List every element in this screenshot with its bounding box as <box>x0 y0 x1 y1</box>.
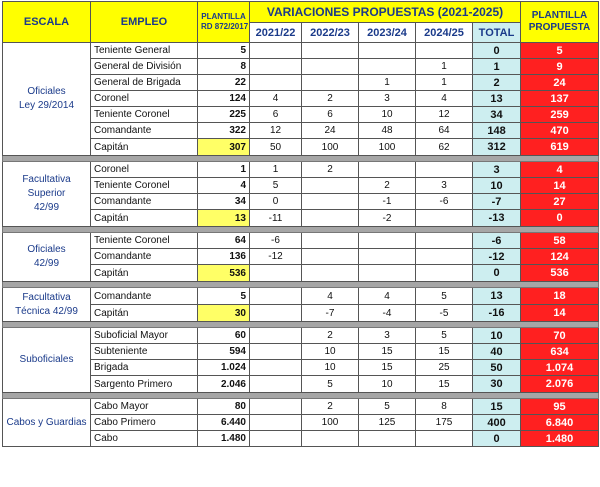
variacion-2021-22-cell: 5 <box>250 178 302 194</box>
table-row <box>3 139 599 156</box>
variacion-2024-25-cell: 12 <box>416 107 473 123</box>
variacion-2022-23-cell <box>302 431 359 447</box>
table-row <box>3 344 599 360</box>
plantilla-rd-cell: 22 <box>198 75 250 91</box>
variacion-2024-25-cell: 5 <box>416 328 473 344</box>
escala-label-line: Técnica 42/99 <box>15 305 78 317</box>
variacion-2024-25-cell <box>416 43 473 59</box>
plantilla-rd-cell: 2.046 <box>198 376 250 393</box>
variacion-2023-24-cell: -1 <box>359 194 416 210</box>
escala-label-line: Suboficiales <box>19 354 74 365</box>
total-cell: 1 <box>473 59 521 75</box>
variacion-2024-25-cell: 4 <box>416 91 473 107</box>
variacion-2022-23-cell <box>302 233 359 249</box>
header-plantilla-propuesta-line2: PROPUESTA <box>528 22 591 33</box>
escala-label-line: 42/99 <box>33 202 60 213</box>
variacion-2022-23-cell: 2 <box>302 399 359 415</box>
variacion-2023-24-cell: 10 <box>359 376 416 393</box>
variacion-2023-24-cell <box>359 431 416 447</box>
empleo-cell: Teniente General <box>91 43 198 59</box>
plantilla-propuesta-cell: 14 <box>521 305 599 322</box>
plantilla-rd-cell: 1.480 <box>198 431 250 447</box>
plantilla-propuesta-cell: 95 <box>521 399 599 415</box>
variacion-2021-22-cell <box>250 431 302 447</box>
variacion-2022-23-cell <box>302 210 359 227</box>
table-row <box>3 249 599 265</box>
table-row <box>3 107 599 123</box>
table-row <box>3 305 599 322</box>
header-year-2021-22: 2021/22 <box>250 23 302 43</box>
variacion-2021-22-cell <box>250 288 302 305</box>
variacion-2022-23-cell <box>302 178 359 194</box>
variacion-2024-25-cell: 25 <box>416 360 473 376</box>
variacion-2021-22-cell: -12 <box>250 249 302 265</box>
plantilla-propuesta-cell: 634 <box>521 344 599 360</box>
table-row <box>3 265 599 282</box>
total-cell: 0 <box>473 265 521 282</box>
variacion-2024-25-cell: -5 <box>416 305 473 322</box>
variacion-2023-24-cell <box>359 265 416 282</box>
plantilla-rd-cell: 6.440 <box>198 415 250 431</box>
escala-cell <box>3 328 91 393</box>
variacion-2024-25-cell <box>416 233 473 249</box>
plantilla-table <box>2 1 599 447</box>
variacion-2023-24-cell: -4 <box>359 305 416 322</box>
variacion-2022-23-cell: 2 <box>302 162 359 178</box>
escala-cell <box>3 233 91 282</box>
total-cell: 148 <box>473 123 521 139</box>
table-row <box>3 43 599 59</box>
variacion-2022-23-cell: 5 <box>302 376 359 393</box>
empleo-cell: Brigada <box>91 360 198 376</box>
plantilla-propuesta-cell: 5 <box>521 43 599 59</box>
total-cell: 34 <box>473 107 521 123</box>
variacion-2021-22-cell: 50 <box>250 139 302 156</box>
variacion-2021-22-cell <box>250 75 302 91</box>
plantilla-propuesta-cell: 9 <box>521 59 599 75</box>
empleo-cell: Cabo Mayor <box>91 399 198 415</box>
escala-label-line: Facultativa <box>22 174 71 185</box>
variacion-2024-25-cell: 3 <box>416 178 473 194</box>
variacion-2024-25-cell: 175 <box>416 415 473 431</box>
plantilla-propuesta-cell: 70 <box>521 328 599 344</box>
plantilla-rd-cell: 307 <box>198 139 250 156</box>
escala-label-line: Oficiales <box>27 86 66 97</box>
empleo-cell: Capitán <box>91 265 198 282</box>
variacion-2022-23-cell <box>302 265 359 282</box>
variacion-2021-22-cell: -6 <box>250 233 302 249</box>
total-cell: 2 <box>473 75 521 91</box>
variacion-2022-23-cell <box>302 75 359 91</box>
header-year-2022-23: 2022/23 <box>302 23 359 43</box>
variacion-2023-24-cell: 100 <box>359 139 416 156</box>
escala-label-line: 42/99 <box>33 258 60 269</box>
plantilla-rd-cell: 1 <box>198 162 250 178</box>
table-row <box>3 91 599 107</box>
variacion-2022-23-cell: 100 <box>302 139 359 156</box>
variacion-2022-23-cell <box>302 43 359 59</box>
variacion-2022-23-cell: 100 <box>302 415 359 431</box>
plantilla-propuesta-cell: 18 <box>521 288 599 305</box>
escala-label-line: Facultativa <box>22 291 71 303</box>
header-plantilla-rd-line1: PLANTILLA <box>201 12 246 21</box>
escala-label-line: Oficiales <box>27 244 66 255</box>
variacion-2023-24-cell: 3 <box>359 91 416 107</box>
variacion-2021-22-cell <box>250 415 302 431</box>
variacion-2024-25-cell: 8 <box>416 399 473 415</box>
escala-cell <box>3 288 91 322</box>
table-row <box>3 75 599 91</box>
empleo-cell: Teniente Coronel <box>91 233 198 249</box>
variacion-2024-25-cell <box>416 431 473 447</box>
empleo-cell: Comandante <box>91 123 198 139</box>
total-cell: -6 <box>473 233 521 249</box>
empleo-cell: Capitán <box>91 139 198 156</box>
variacion-2021-22-cell <box>250 399 302 415</box>
total-cell: 10 <box>473 178 521 194</box>
table-row <box>3 233 599 249</box>
empleo-cell: Teniente Coronel <box>91 178 198 194</box>
plantilla-rd-cell: 13 <box>198 210 250 227</box>
header-variaciones: VARIACIONES PROPUESTAS (2021-2025) <box>250 2 521 23</box>
table-row <box>3 59 599 75</box>
header-total: TOTAL <box>473 23 521 43</box>
total-cell: 50 <box>473 360 521 376</box>
table-row <box>3 399 599 415</box>
plantilla-rd-cell: 4 <box>198 178 250 194</box>
total-cell: 400 <box>473 415 521 431</box>
variacion-2023-24-cell: 125 <box>359 415 416 431</box>
empleo-cell: Coronel <box>91 91 198 107</box>
variacion-2023-24-cell <box>359 43 416 59</box>
table-row <box>3 360 599 376</box>
plantilla-rd-cell: 225 <box>198 107 250 123</box>
header-plantilla-rd <box>198 2 250 43</box>
header-year-2024-25: 2024/25 <box>416 23 473 43</box>
variacion-2023-24-cell: 15 <box>359 344 416 360</box>
plantilla-rd-cell: 594 <box>198 344 250 360</box>
variacion-2023-24-cell: 10 <box>359 107 416 123</box>
variacion-2022-23-cell: -7 <box>302 305 359 322</box>
escala-cell <box>3 43 91 156</box>
variacion-2023-24-cell: 4 <box>359 288 416 305</box>
plantilla-propuesta-cell: 0 <box>521 210 599 227</box>
plantilla-propuesta-cell: 124 <box>521 249 599 265</box>
total-cell: -16 <box>473 305 521 322</box>
variacion-2023-24-cell: -2 <box>359 210 416 227</box>
empleo-cell: Coronel <box>91 162 198 178</box>
variacion-2022-23-cell: 10 <box>302 344 359 360</box>
plantilla-propuesta-cell: 6.840 <box>521 415 599 431</box>
plantilla-propuesta-cell: 2.076 <box>521 376 599 393</box>
variacion-2024-25-cell: 5 <box>416 288 473 305</box>
variacion-2024-25-cell <box>416 210 473 227</box>
table-row <box>3 431 599 447</box>
plantilla-rd-cell: 5 <box>198 288 250 305</box>
variacion-2021-22-cell <box>250 360 302 376</box>
plantilla-rd-cell: 64 <box>198 233 250 249</box>
plantilla-propuesta-cell: 27 <box>521 194 599 210</box>
plantilla-rd-cell: 34 <box>198 194 250 210</box>
plantilla-rd-cell: 5 <box>198 43 250 59</box>
header-escala: ESCALA <box>3 2 91 43</box>
variacion-2023-24-cell: 3 <box>359 328 416 344</box>
plantilla-propuesta-cell: 259 <box>521 107 599 123</box>
variacion-2021-22-cell: 6 <box>250 107 302 123</box>
empleo-cell: Comandante <box>91 194 198 210</box>
empleo-cell: Comandante <box>91 249 198 265</box>
plantilla-rd-cell: 536 <box>198 265 250 282</box>
variacion-2021-22-cell: 0 <box>250 194 302 210</box>
total-cell: -12 <box>473 249 521 265</box>
variacion-2021-22-cell <box>250 305 302 322</box>
variacion-2024-25-cell: 62 <box>416 139 473 156</box>
variacion-2022-23-cell: 24 <box>302 123 359 139</box>
variacion-2023-24-cell: 48 <box>359 123 416 139</box>
variacion-2021-22-cell <box>250 265 302 282</box>
total-cell: 10 <box>473 328 521 344</box>
empleo-cell: General de División <box>91 59 198 75</box>
plantilla-propuesta-cell: 4 <box>521 162 599 178</box>
plantilla-propuesta-cell: 1.480 <box>521 431 599 447</box>
table-row <box>3 288 599 305</box>
variacion-2023-24-cell <box>359 162 416 178</box>
variacion-2023-24-cell <box>359 59 416 75</box>
variacion-2024-25-cell: 15 <box>416 344 473 360</box>
total-cell: 0 <box>473 43 521 59</box>
variacion-2022-23-cell <box>302 59 359 75</box>
variacion-2024-25-cell: 64 <box>416 123 473 139</box>
variacion-2021-22-cell: 12 <box>250 123 302 139</box>
variacion-2024-25-cell: 1 <box>416 75 473 91</box>
header-empleo: EMPLEO <box>91 2 198 43</box>
variacion-2024-25-cell: -6 <box>416 194 473 210</box>
plantilla-rd-cell: 136 <box>198 249 250 265</box>
empleo-cell: Suboficial Mayor <box>91 328 198 344</box>
table-row <box>3 162 599 178</box>
empleo-cell: Capitán <box>91 305 198 322</box>
total-cell: 312 <box>473 139 521 156</box>
plantilla-rd-cell: 80 <box>198 399 250 415</box>
header-plantilla-rd-line2: RD 872/2017 <box>201 22 249 31</box>
plantilla-rd-cell: 30 <box>198 305 250 322</box>
empleo-cell: Teniente Coronel <box>91 107 198 123</box>
variacion-2022-23-cell <box>302 249 359 265</box>
variacion-2022-23-cell <box>302 194 359 210</box>
escala-label-line: Cabos y Guardias <box>6 416 87 428</box>
variacion-2021-22-cell: 1 <box>250 162 302 178</box>
variacion-2021-22-cell: -11 <box>250 210 302 227</box>
variacion-2023-24-cell: 15 <box>359 360 416 376</box>
total-cell: 40 <box>473 344 521 360</box>
plantilla-propuesta-cell: 470 <box>521 123 599 139</box>
plantilla-propuesta-cell: 137 <box>521 91 599 107</box>
empleo-cell: Capitán <box>91 210 198 227</box>
variacion-2023-24-cell <box>359 249 416 265</box>
plantilla-rd-cell: 60 <box>198 328 250 344</box>
escala-cell <box>3 162 91 227</box>
variacion-2023-24-cell: 5 <box>359 399 416 415</box>
total-cell: 3 <box>473 162 521 178</box>
table-row <box>3 123 599 139</box>
variacion-2021-22-cell <box>250 43 302 59</box>
variacion-2024-25-cell: 15 <box>416 376 473 393</box>
variacion-2022-23-cell: 2 <box>302 91 359 107</box>
variacion-2024-25-cell <box>416 265 473 282</box>
empleo-cell: Subteniente <box>91 344 198 360</box>
variacion-2024-25-cell: 1 <box>416 59 473 75</box>
escala-label-line: Ley 29/2014 <box>18 100 75 111</box>
variacion-2023-24-cell: 1 <box>359 75 416 91</box>
plantilla-rd-cell: 124 <box>198 91 250 107</box>
total-cell: 13 <box>473 288 521 305</box>
total-cell: 13 <box>473 91 521 107</box>
plantilla-rd-cell: 8 <box>198 59 250 75</box>
plantilla-propuesta-cell: 536 <box>521 265 599 282</box>
total-cell: 15 <box>473 399 521 415</box>
total-cell: 30 <box>473 376 521 393</box>
variacion-2021-22-cell: 4 <box>250 91 302 107</box>
variacion-2021-22-cell <box>250 59 302 75</box>
plantilla-propuesta-cell: 619 <box>521 139 599 156</box>
table-row <box>3 210 599 227</box>
variacion-2022-23-cell: 2 <box>302 328 359 344</box>
table-row <box>3 376 599 393</box>
plantilla-propuesta-cell: 14 <box>521 178 599 194</box>
table-body <box>3 43 599 447</box>
variacion-2023-24-cell <box>359 233 416 249</box>
total-cell: 0 <box>473 431 521 447</box>
empleo-cell: Comandante <box>91 288 198 305</box>
total-cell: -7 <box>473 194 521 210</box>
escala-label-line: Superior <box>27 188 66 199</box>
empleo-cell: Cabo Primero <box>91 415 198 431</box>
escala-cell <box>3 399 91 447</box>
total-cell: -13 <box>473 210 521 227</box>
variacion-2021-22-cell <box>250 344 302 360</box>
variacion-2022-23-cell: 6 <box>302 107 359 123</box>
empleo-cell: Sargento Primero <box>91 376 198 393</box>
variacion-2024-25-cell <box>416 249 473 265</box>
table-row <box>3 415 599 431</box>
table-row <box>3 328 599 344</box>
plantilla-rd-cell: 322 <box>198 123 250 139</box>
header-plantilla-propuesta <box>521 2 599 43</box>
empleo-cell: General de Brigada <box>91 75 198 91</box>
variacion-2021-22-cell <box>250 328 302 344</box>
plantilla-table-container <box>2 1 598 485</box>
table-row <box>3 194 599 210</box>
header-year-2023-24: 2023/24 <box>359 23 416 43</box>
empleo-cell: Cabo <box>91 431 198 447</box>
plantilla-propuesta-cell: 58 <box>521 233 599 249</box>
plantilla-propuesta-cell: 1.074 <box>521 360 599 376</box>
variacion-2024-25-cell <box>416 162 473 178</box>
plantilla-propuesta-cell: 24 <box>521 75 599 91</box>
variacion-2022-23-cell: 10 <box>302 360 359 376</box>
variacion-2021-22-cell <box>250 376 302 393</box>
variacion-2023-24-cell: 2 <box>359 178 416 194</box>
plantilla-rd-cell: 1.024 <box>198 360 250 376</box>
variacion-2022-23-cell: 4 <box>302 288 359 305</box>
table-row <box>3 178 599 194</box>
header-plantilla-propuesta-line1: PLANTILLA <box>531 10 588 21</box>
